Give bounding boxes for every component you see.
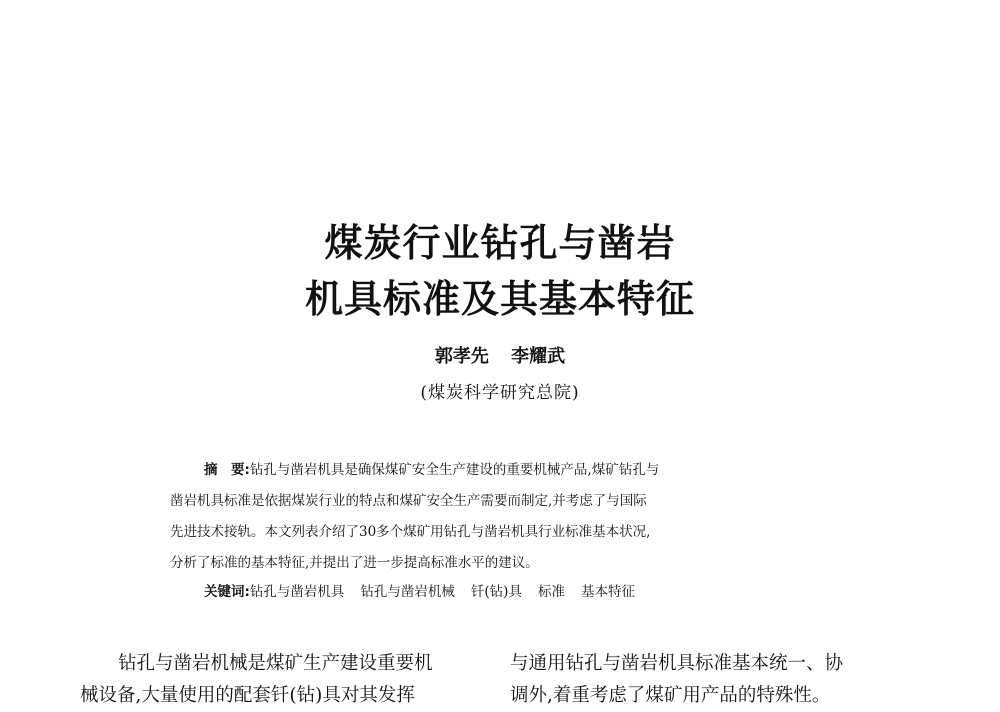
abstract-line: 分析了标准的基本特征,并提出了进一步提高标准水平的建议。 bbox=[170, 555, 539, 571]
paper-title-line-2: 机具标准及其基本特征 bbox=[304, 277, 695, 321]
authors bbox=[0, 342, 1000, 368]
body-paragraph-line: 与通用钻孔与凿岩机具标准基本统一、协 bbox=[510, 653, 844, 674]
body-paragraph-line: 调外,着重考虑了煤矿用产品的特殊性。 bbox=[510, 685, 831, 706]
abstract-line bbox=[170, 455, 830, 486]
abstract-text: 钻孔与凿岩机具是确保煤矿安全生产建设的重要机械产品,煤矿钻孔与 bbox=[249, 462, 660, 478]
keyword: 钎(钻)具 bbox=[470, 584, 522, 600]
author-name: 李耀武 bbox=[511, 346, 566, 367]
affiliation: (煤炭科学研究总院) bbox=[420, 383, 580, 403]
abstract bbox=[170, 455, 830, 579]
keyword: 钻孔与凿岩机具 bbox=[249, 584, 345, 600]
body-column-right bbox=[510, 648, 910, 712]
keywords-label: 关键词: bbox=[204, 584, 250, 600]
keyword: 基本特征 bbox=[580, 584, 635, 600]
body-column-left bbox=[80, 648, 480, 712]
abstract-line: 凿岩机具标准是依据煤炭行业的特点和煤矿安全生产需要而制定,并考虑了与国际 bbox=[170, 493, 647, 509]
author-name: 郭孝先 bbox=[434, 346, 489, 367]
abstract-label: 摘 要: bbox=[204, 462, 250, 478]
keyword: 钻孔与凿岩机械 bbox=[360, 584, 455, 600]
abstract-line: 先进技术接轨。本文列表介绍了30多个煤矿用钻孔与凿岩机具行业标准基本状况, bbox=[170, 524, 651, 540]
keywords bbox=[204, 580, 651, 600]
paper-title-line-1: 煤炭行业钻孔与凿岩 bbox=[324, 221, 676, 265]
body-paragraph-line: 械设备,大量使用的配套钎(钻)具对其发挥 bbox=[80, 685, 415, 706]
keyword: 标准 bbox=[537, 584, 565, 600]
body-paragraph-line: 钻孔与凿岩机械是煤矿生产建设重要机 bbox=[118, 653, 433, 674]
